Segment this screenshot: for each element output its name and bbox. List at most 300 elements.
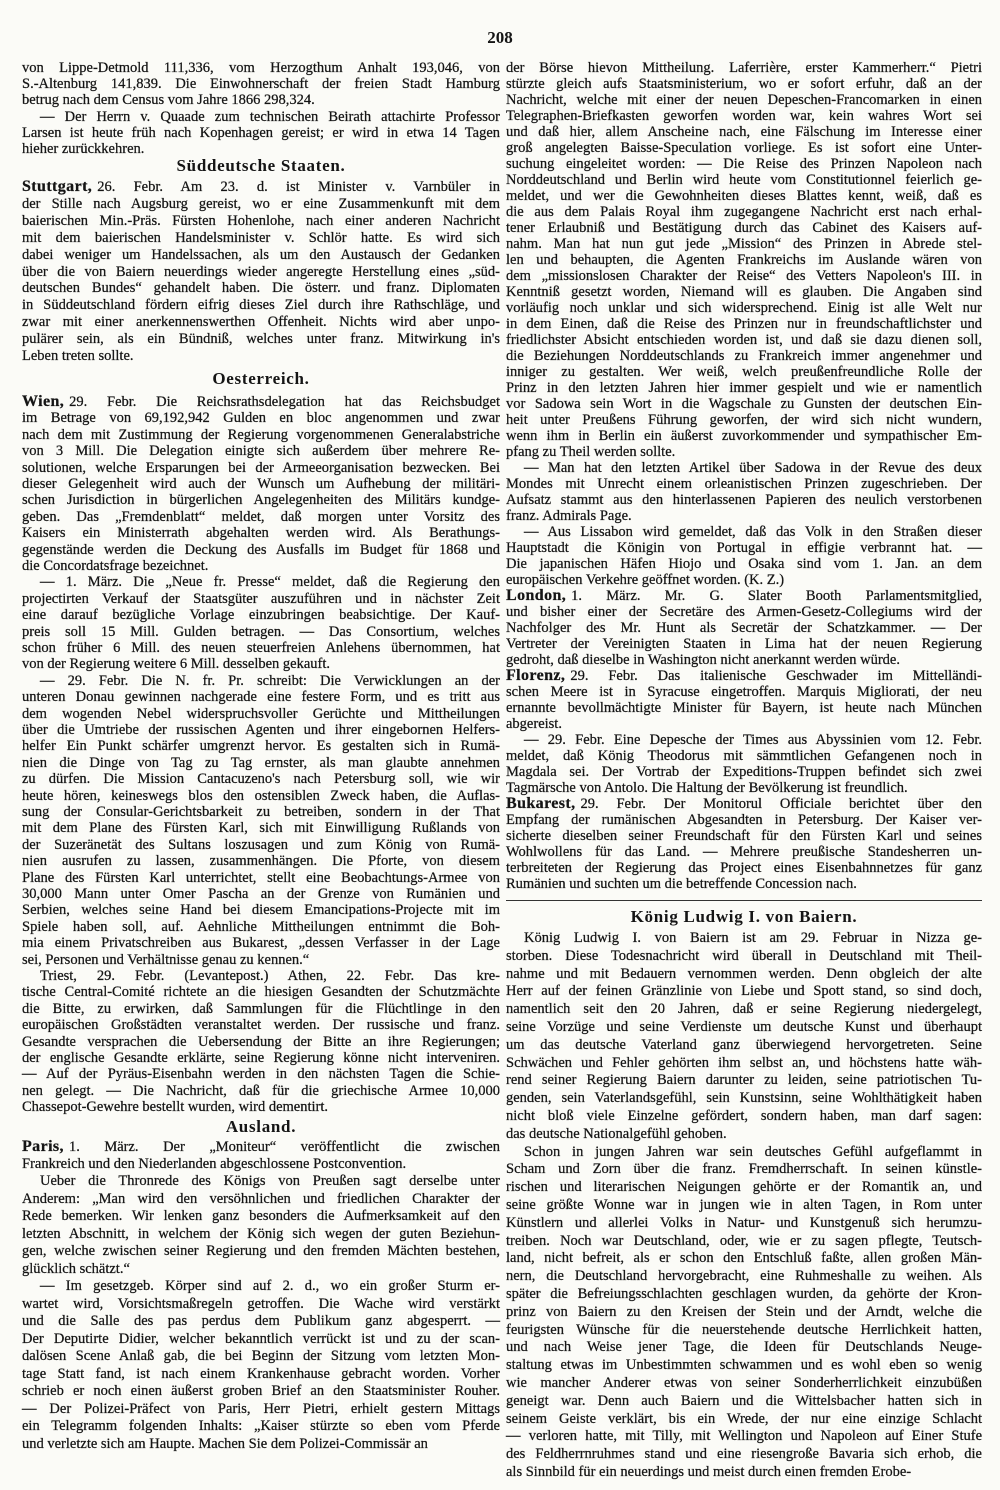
- text-line: [506, 876, 982, 892]
- line-text: sicherte dieselben seiner Freundschaft für den Fürsten Karl und seines: [506, 828, 982, 844]
- text-line: [506, 983, 982, 1001]
- line-text: wartet wird, Vorsichtsmaßregeln getroffen. Die Wache wird verstärkt: [22, 1295, 500, 1312]
- text-line: [506, 966, 982, 984]
- line-text: nien ausrufen zu lassen, zusammenhängen. Die Pforte, von diesem: [22, 853, 500, 870]
- line-text: Prinz in den letzten Jahren hier immer gespielt und wie er namentlich: [506, 380, 982, 396]
- text-line: [506, 524, 982, 540]
- text-line: [506, 1161, 982, 1179]
- line-text: Der Deputirte Didier, welcher bekanntlich verrückt ist und zu der scan-: [22, 1330, 500, 1347]
- text-line: [22, 1017, 500, 1033]
- text-line: [506, 492, 982, 508]
- line-text: Nachfolger des Mr. Hunt als Secretär der Schatzkammer. — Der: [506, 620, 982, 636]
- text-line: [22, 656, 500, 672]
- line-text: in dem Einen, daß die Reise des Prinzen nur in freundschaftlichster und: [506, 316, 982, 332]
- line-text: die aus dem Palais Royal ihm zugegangene Nachricht erst nach erhal-: [506, 204, 982, 220]
- text-line: [22, 1278, 500, 1296]
- line-text: und verletzte sich am Haupte. Machen Sie dem Polizei-Commissär an: [22, 1435, 428, 1452]
- page-number: 208: [487, 28, 513, 47]
- text-line: [506, 316, 982, 332]
- line-text: dalösen Scene Anlaß gab, die bei Beginn der Sitzung vom letzten Mon-: [22, 1348, 500, 1364]
- line-text: nern, die Deutschland hervorgebracht, eine Ruhmeshalle zu weihen. Als: [506, 1268, 982, 1285]
- dateline: Bukarest,: [506, 795, 576, 812]
- text-line: [506, 76, 982, 92]
- line-text: nach dem mit Zustimmung der Regierung vorgenommenen Generalabstriche: [22, 426, 500, 443]
- line-text: zwar mit einer anerkennenswerthen Offenheit. Nichts wird aber unpo-: [22, 314, 500, 331]
- dateline: London,: [506, 587, 567, 604]
- line-text: helfer Ein Punkt schärfer umgrenzt hervor. Es gestalten sich in Rumä-: [22, 738, 500, 755]
- text-line: [506, 930, 982, 948]
- text-line: [506, 428, 982, 444]
- text-line: [22, 1138, 500, 1156]
- line-text: tage Statt fand, ist nach einem Krankenhause gebracht worden. Vorher: [22, 1365, 500, 1382]
- line-text: die Concordatsfrage bezeichnet.: [22, 558, 209, 574]
- text-line: [22, 1331, 500, 1349]
- text-line: [506, 1108, 982, 1126]
- text-line: [22, 689, 500, 705]
- text-line: [22, 109, 500, 125]
- line-text: von Lippe-Detmold 111,336, vom Herzogthum Anhalt 193,046, von: [22, 60, 500, 76]
- line-text: als Sinnbild für ein neuerdings und meist durch einen fremden Erobe-: [506, 1464, 912, 1480]
- text-line: [22, 640, 500, 656]
- section-divider: [506, 900, 982, 901]
- text-line: [506, 588, 982, 604]
- line-text: Kenntniß gesetzt worden, Niemand will es glauben. Die Angaben sind: [506, 284, 982, 300]
- text-line: [506, 1126, 982, 1144]
- text-line: [506, 860, 982, 876]
- line-text: gedroht, daß dieselbe in Washington nicht anerkannt werden würde.: [506, 652, 900, 668]
- line-text: nahme und mit Bedauern vernommen werden. Denn obgleich der alte: [506, 965, 982, 982]
- section-heading: Oesterreich.: [212, 369, 310, 388]
- line-text: Frankreich und den Niederlanden abgeschlossene Postconvention.: [22, 1155, 407, 1172]
- text-line: [506, 140, 982, 156]
- text-line: [506, 108, 982, 124]
- text-line: [506, 380, 982, 396]
- line-text: nahm. Man hat nun gut jede „Mission“ des Prinzen in Abrede stel-: [506, 236, 982, 252]
- line-text: Leben treten sollte.: [22, 348, 134, 364]
- line-text: Schwächen und Fehler gehörten ihm selbst an, und höchstens hatte wäh-: [506, 1054, 982, 1071]
- line-text: inniger zu gestalten. Wer weiß, welch preußenfreundliche Rolle der: [506, 364, 982, 380]
- text-line: [506, 1268, 982, 1286]
- text-line: [22, 280, 500, 297]
- line-text: Herr auf der feinen Gränzlinie von Liebe und Spott stand, so sind doch,: [506, 983, 982, 1000]
- line-text: Triest, 29. Febr. (Levantepost.) Athen, 22. Febr. Das kre-: [40, 968, 500, 984]
- text-line: [22, 1261, 500, 1279]
- line-text: meldet, daß König Theodorus mit sämmtlichen Gefangenen noch in: [506, 748, 982, 764]
- line-text: Spiele haben soll, auf. Aehnliche Mittheilungen entnimmt die Boh-: [22, 918, 500, 935]
- dateline: Stuttgart,: [22, 178, 93, 195]
- line-text: pulärer sein, als ein Bündniß, welches unter franz. Mitwirkung in's: [22, 331, 500, 348]
- text-line: [506, 396, 982, 412]
- line-text: solutionen, welche Ersparungen bei der Armeeorganisation bezwecken. Bei: [22, 459, 500, 476]
- line-text: — 29. Febr. Die N. fr. Pr. schreibt: Die Verwicklungen an der: [40, 672, 500, 689]
- text-line: [506, 268, 982, 284]
- line-text: Mondes mit Unrecht einem orleanistischen Prinzen zugeschrieben. Der: [506, 476, 982, 492]
- line-text: 29. Febr. Das italienische Geschwader im Mittelländi-: [570, 668, 982, 684]
- line-text: später die Befreiungsschlachten geschlagen wurden, da gehörte der Kron-: [506, 1286, 982, 1302]
- line-text: 1. März. Mr. G. Slater Booth Parlamentsmitglied,: [571, 588, 982, 604]
- line-text: des Feldherrnruhmes stand und eine riesengroße Bavaria sich erhob, die: [506, 1446, 982, 1463]
- text-line: [506, 1090, 982, 1108]
- text-line: [506, 60, 982, 76]
- text-line: [506, 1304, 982, 1322]
- text-line: [506, 748, 982, 764]
- line-text: nicht bloß viele Einzelne gefördert, sondern haben, man darf sagen:: [506, 1108, 982, 1124]
- text-line: [22, 60, 500, 76]
- line-text: — Der Polizei-Präfect von Paris, Herr Pietri, erhielt gestern Mittags: [22, 1400, 500, 1417]
- text-line: [22, 76, 500, 92]
- text-line: [506, 1375, 982, 1393]
- line-text: — Aus Lissabon wird gemeldet, daß das Volk in den Straßen dieser: [524, 524, 982, 540]
- line-text: glücklich schätzt.“: [22, 1260, 130, 1277]
- line-text: — Auf der Pyräus-Eisenbahn werden in den nächsten Tagen die Schie-: [22, 1066, 500, 1083]
- text-line: [22, 558, 500, 574]
- line-text: stürzte gleich aufs Staatsministerium, wo er sofort erfuhr, daß an der: [506, 76, 982, 92]
- text-line: [22, 92, 500, 108]
- text-line: [506, 1179, 982, 1197]
- line-text: Telegraphen-Briefkasten geworfen worden war, kein wahres Wort sei: [506, 108, 982, 124]
- line-text: im Betrage von 69,192,942 Gulden en bloc angenommen und zwar: [22, 410, 500, 427]
- line-text: groß angelegten Baisse-Speculation vorliege. Es ist sofort eine Unter-: [506, 140, 982, 156]
- line-text: sung der Consular-Gerichtsbarkeit zu betreiben, sondern in der That: [22, 804, 500, 820]
- text-line: [506, 1357, 982, 1375]
- text-line: [506, 124, 982, 140]
- line-text: Wohlwollens für das Land. — Mehrere preußische Standesherren un-: [506, 844, 982, 860]
- line-text: ein Telegramm folgenden Inhalts: „Kaiser stürzte so eben vom Pferde: [22, 1418, 500, 1434]
- text-line: [22, 230, 500, 247]
- line-text: Chassepot-Gewehre bestellt wurden, wird dementirt.: [22, 1099, 329, 1116]
- line-text: mia einem Privatschreiben aus Bukarest, „dessen Verfasser in der Lage: [22, 935, 500, 952]
- text-line: [22, 509, 500, 525]
- text-line: [506, 236, 982, 252]
- line-text: S.-Altenburg 141,839. Die Einwohnerschaft der freien Stadt Hamburg: [22, 76, 500, 93]
- text-line: [506, 540, 982, 556]
- line-text: vorläufig noch unklar und sich widersprechend. Einig ist alle Welt nur: [506, 300, 982, 316]
- text-line: [506, 716, 982, 732]
- text-line: [506, 444, 982, 460]
- text-line: [22, 738, 500, 754]
- line-text: das deutsche Nationalgefühl gehoben.: [506, 1125, 727, 1142]
- line-text: zu dürfen. Die Mission Cantacuzeno's nach Petersburg soll, wie wir: [22, 771, 500, 788]
- text-line: [22, 1066, 500, 1082]
- text-line: [506, 348, 982, 364]
- line-text: seine größte Wonne war in jungen wie in alten Tagen, in Rom unter: [506, 1197, 982, 1213]
- text-line: [506, 1233, 982, 1251]
- text-line: [22, 476, 500, 492]
- text-line: [22, 1383, 500, 1401]
- text-line: [506, 1446, 982, 1464]
- left-column: [22, 0, 500, 1490]
- text-line: [22, 443, 500, 459]
- text-line: [506, 156, 982, 172]
- text-line: [22, 331, 500, 348]
- line-text: vor Sadowa sein Wort in die Wagschale zu Gunsten der deutschen Ein-: [506, 396, 982, 412]
- text-line: [506, 604, 982, 620]
- line-text: der Börse hievon Mittheilung. Laferrière, erster Kammerherr.“ Pietri: [506, 60, 982, 76]
- line-text: heit unter Preußens Führung geworfen, der wird sich nicht wundern,: [506, 412, 982, 428]
- text-line: [22, 919, 500, 935]
- text-line: [22, 591, 500, 607]
- right-column: [506, 0, 982, 1490]
- text-line: [506, 412, 982, 428]
- line-text: suchung eingeleitet worden: — Die Reise des Prinzen Napoleon nach: [506, 156, 982, 172]
- text-line: [506, 764, 982, 780]
- text-line: [22, 624, 500, 640]
- line-text: Magdala sei. Der Vortrab der Expeditions-Truppen befindet sich zwei: [506, 764, 982, 780]
- text-line: [22, 1191, 500, 1209]
- line-text: pfang zu Theil werden sollte.: [506, 444, 676, 460]
- text-line: [506, 1019, 982, 1037]
- line-text: — Im gesetzgeb. Körper sind auf 2. d., wo ein großer Sturm er-: [40, 1278, 500, 1294]
- line-text: in Süddeutschland fördern eifrig dieses Ziel durch ihre Rathschläge, und: [22, 297, 500, 314]
- text-line: [506, 332, 982, 348]
- text-line: [506, 1411, 982, 1429]
- section-heading: Ausland.: [225, 1117, 297, 1136]
- text-line: [22, 968, 500, 984]
- text-line: [506, 844, 982, 860]
- line-text: Tagmärsche von Antolo. Die Haltung der Bevölkerung ist freundlich.: [506, 780, 908, 796]
- text-line: [506, 1072, 982, 1090]
- line-text: tische Central-Comité richtete an die hiesigen Gesandten der Schutzmächte: [22, 984, 500, 1001]
- line-text: gen, welche zwischen seiner Regierung und den fremden Mächten bestehen,: [22, 1243, 500, 1259]
- line-text: nen gelegt. — Die Nachricht, daß für die griechische Armee 10,000: [22, 1082, 500, 1099]
- line-text: prinz von Baiern zu den Kreisen der Stein und der Arndt, welche die: [506, 1303, 982, 1320]
- line-text: nien die Dinge von Tag zu Tag ernster, als man glaubte annehmen: [22, 754, 500, 771]
- line-text: — verloren hatte, mit Tilly, mit Wellington und Napoleon auf Einer Stufe: [506, 1428, 982, 1445]
- line-text: staltung etwas im Unbestimmten schwammen und es wohl eben so wenig: [506, 1357, 982, 1374]
- line-text: dabei weniger um Handelssachen, als um den Austausch der Gedanken: [22, 246, 500, 263]
- line-text: Anderem: „Man wird den versöhnlichen und friedlichen Charakter der: [22, 1190, 500, 1207]
- text-line: [22, 1099, 500, 1115]
- line-text: gegenstände werden die Deckung des Ausfalls im Budget für 1868 und: [22, 541, 500, 558]
- line-text: Scham und Zorn über die franz. Fremdherrschaft. In seinen künstle-: [506, 1161, 982, 1178]
- text-line: [22, 1401, 500, 1419]
- text-line: [506, 1393, 982, 1411]
- text-line: [22, 1296, 500, 1314]
- line-text: mit dem Plane des Fürsten Karl, sich mit Einwilligung Rußlands von: [22, 820, 500, 837]
- text-line: [22, 125, 500, 141]
- text-line: [22, 179, 500, 196]
- text-line: [506, 684, 982, 700]
- line-text: schen Meere ist in Syracuse eingetroffen. Marquis Migliorati, der neu: [506, 684, 982, 700]
- text-line: [506, 172, 982, 188]
- text-line: [506, 652, 982, 668]
- text-line: [22, 755, 500, 771]
- line-text: Rede bemerken. Wir lenken ganz besonders die Aufmerksamkeit auf den: [22, 1208, 500, 1224]
- line-text: len und behaupten, die Agenten Frankreichs im Auslande wären von: [506, 252, 982, 268]
- line-text: seinem Geiste verklärt, bis ein Wrede, der nur eine einzige Schlacht: [506, 1410, 982, 1427]
- text-line: [506, 508, 982, 524]
- line-text: mit dem baierischen Handelsminister v. Schlör hatte. Es wird sich: [22, 229, 500, 246]
- text-line: [22, 902, 500, 918]
- line-text: wenn ihm in Berlin ein äußerst zuvorkommender und sympathischer Em-: [506, 428, 982, 444]
- text-line: [506, 1322, 982, 1340]
- line-text: schrieb er noch einen äußerst groben Brief an den Staatsminister Rouher.: [22, 1383, 500, 1399]
- line-text: rischen und literarischen Neigungen gehörte er der Romantik an, und: [506, 1179, 982, 1196]
- text-line: [22, 196, 500, 213]
- line-text: über die von Baiern neuerdings wieder angeregte Herstellung eines „süd-: [22, 263, 500, 280]
- section-heading: König Ludwig I. von Baiern.: [630, 907, 858, 926]
- text-line: [506, 1464, 982, 1482]
- text-line: [22, 1226, 500, 1244]
- line-text: deutschen Bundes“ gehandelt haben. Die österr. und franz. Diplomaten: [22, 280, 500, 297]
- text-line: [22, 492, 500, 508]
- text-line: [22, 1418, 500, 1436]
- text-line: [22, 771, 500, 787]
- text-line: [22, 1156, 500, 1174]
- text-line: [506, 1286, 982, 1304]
- text-line: [22, 574, 500, 590]
- text-line: [22, 542, 500, 558]
- text-line: [22, 1208, 500, 1226]
- line-text: Serbien, welches seine Hand bei diesem Emancipations-Projecte mit im: [22, 902, 500, 919]
- line-text: baierischen Min.-Präs. Fürsten Hohenlohe, nach einer anderen Nachricht: [22, 212, 500, 229]
- line-text: abgereist.: [506, 716, 562, 732]
- text-line: [22, 297, 500, 314]
- line-text: rend seiner Regierung Baiern darunter zu leiden, seine patriotischen Tu-: [506, 1072, 982, 1089]
- text-line: [22, 1173, 500, 1191]
- text-line: [506, 828, 982, 844]
- dateline: Florenz,: [506, 667, 566, 684]
- line-text: letzten Abschnitt, in welchem der König sich wegen der guten Beziehun-: [22, 1225, 500, 1242]
- dateline: Wien,: [22, 393, 65, 410]
- line-text: unteren Donau gewinnen nachgerade eine festere Form, und es tritt aus: [22, 689, 500, 706]
- line-text: geneigt war. Denn auch Baiern und die Wittelsbacher hatten sich in: [506, 1392, 982, 1409]
- text-line: [22, 213, 500, 230]
- line-text: König Ludwig I. von Baiern ist am 29. Februar in Nizza ge-: [524, 930, 982, 946]
- line-text: franz. Admirals Page.: [506, 508, 632, 524]
- line-text: und daß hier, allem Anscheine nach, eine Fälschung im Interesse einer: [506, 124, 982, 140]
- line-text: europäischen Verkehre geöffnet worden. (K. Z.): [506, 572, 785, 588]
- line-text: 30,000 Mann unter Omer Pascha an der Grenze von Rumänien und: [22, 886, 500, 902]
- line-text: eine darauf bezügliche Vorlage einzubringen beabsichtige. Der Kauf-: [22, 607, 500, 624]
- line-text: terbreiteten der Regierung das Project eines Eisenbahnnetzes für ganz: [506, 860, 982, 876]
- text-line: [506, 220, 982, 236]
- text-line: [22, 706, 500, 722]
- line-text: um das deutsche Vaterland ganz überwiegend hervorgetreten. Seine: [506, 1036, 982, 1053]
- text-line: [506, 204, 982, 220]
- line-text: land, nicht befreit, als er schon den Entschluß faßte, allen großen Män-: [506, 1250, 982, 1267]
- line-text: der Suzeränetät des Sultans loszusagen und zum König von Rumä-: [22, 836, 500, 853]
- line-text: friedlichster Absicht entschieden worden ist, und daß sie dazu dienen soll,: [506, 332, 982, 348]
- text-line: [506, 812, 982, 828]
- line-text: dem wogenden Nebel widerspruchsvoller Gerüchte und Mittheilungen: [22, 705, 500, 722]
- line-text: 26. Febr. Am 23. d. ist Minister v. Varnbüler in: [97, 179, 500, 195]
- text-line: [506, 572, 982, 588]
- line-text: Plane des Fürsten Karl unterrichtet, stellt eine Beobachtungs-Armee von: [22, 869, 500, 886]
- text-line: [506, 1428, 982, 1446]
- text-line: [22, 673, 500, 689]
- text-line: [22, 886, 500, 902]
- line-text: dem „missionslosen Charakter der Reise“ des Vetters Napoleon's III. in: [506, 268, 982, 284]
- text-line: [506, 476, 982, 492]
- line-text: Kaisers ein Ministerrath abgehalten werden wird. Als Berathungs-: [22, 525, 500, 542]
- text-line: [506, 732, 982, 748]
- text-line: [506, 364, 982, 380]
- text-line: [22, 264, 500, 281]
- line-text: treiben. Noch war Deutschland, oder, wie er zu sagen pflegte, Teutsch-: [506, 1232, 982, 1249]
- line-text: der englische Gesandte erklärte, seine Regierung könne nicht interveniren.: [22, 1050, 500, 1066]
- line-text: Larsen ist heute früh nach Kopenhagen gereist; er wird in etwa 14 Tagen: [22, 124, 500, 141]
- text-line: [506, 1339, 982, 1357]
- text-line: [506, 300, 982, 316]
- text-line: [506, 1197, 982, 1215]
- text-line: [22, 820, 500, 836]
- text-line: [22, 837, 500, 853]
- line-text: Künstlern und allerlei Volks in Natur- und Kunstgenuß sich herumzu-: [506, 1214, 982, 1231]
- text-line: [22, 525, 500, 541]
- text-line: [506, 460, 982, 476]
- line-text: Rumänien und suchten um die betreffende Concession nach.: [506, 876, 857, 892]
- text-line: [22, 870, 500, 886]
- line-text: — Der Herrn v. Quaade zum technischen Beirath attachirte Professor: [40, 108, 500, 125]
- text-line: [22, 1050, 500, 1066]
- line-text: ernannte bevollmächtigte Minister für Bayern, ist heute nach München: [506, 700, 982, 716]
- text-line: [506, 700, 982, 716]
- text-line: [22, 348, 500, 365]
- line-text: dieser Gelegenheit wird auch der Wunsch um Aufhebung der militäri-: [22, 476, 500, 492]
- line-text: Hauptstadt die Königin von Portugal in effigie verbrannt hat. —: [506, 540, 982, 556]
- line-text: — 29. Febr. Eine Depesche der Times aus Abyssinien vom 12. Febr.: [524, 732, 982, 748]
- line-text: und die Salle des pas perdus dem Publikum ganz abgesperrt. —: [22, 1313, 500, 1329]
- line-text: tener Erlaubniß und Bestätigung durch das Cabinet des Kaisers auf-: [506, 220, 982, 236]
- text-line: [506, 1215, 982, 1233]
- line-text: europäischen Großstädten veranstaltet werden. Der russische und franz.: [22, 1017, 500, 1034]
- line-text: 1. März. Der „Moniteur“ veröffentlicht die zwischen: [68, 1139, 500, 1155]
- line-text: Norddeutschland und Berlin wird heute vom Constitutionnel feierlich ge-: [506, 172, 982, 188]
- line-text: Aufsatz stammt aus den hinterlassenen Papieren des neulich verstorbenen: [506, 492, 982, 508]
- line-text: Gesandte versprachen die Uebersendung der Bitte an ihre Regierungen;: [22, 1033, 500, 1050]
- line-text: projectirten Verkauf der Staatsgüter auszuführen und in nächster Zeit: [22, 590, 500, 607]
- line-text: und nach Weise jener Tage, die Ideen für Deutschlands Neuge-: [506, 1339, 982, 1356]
- text-line: [506, 948, 982, 966]
- line-text: genden, sein Vaterlandsgefühl, sein Kunstsinn, seine Wohlthätigkeit haben: [506, 1090, 982, 1107]
- text-line: [506, 188, 982, 204]
- text-line: [22, 788, 500, 804]
- text-line: [22, 984, 500, 1000]
- line-text: wie mancher Anderer etwas von seiner Sonderherrlichkeit einzubüßen: [506, 1375, 982, 1391]
- text-line: [22, 1001, 500, 1017]
- line-text: schen Jurisdiction in bürgerlichen Angelegenheiten des Militärs kundge-: [22, 492, 500, 509]
- text-line: [506, 1037, 982, 1055]
- line-text: und bisher einer der Secretäre des Armen-Gesetz-Collegiums wird der: [506, 604, 982, 620]
- text-line: [22, 607, 500, 623]
- text-line: [22, 141, 500, 157]
- text-line: [506, 1250, 982, 1268]
- line-text: Nachricht, welche mit einer der neuen Depeschen-Francomarken in einen: [506, 92, 982, 108]
- text-line: [22, 1436, 500, 1454]
- text-line: [22, 853, 500, 869]
- text-line: [22, 410, 500, 426]
- line-text: der Stille nach Augsburg gereist, wo er eine Zusammenkunft mit dem: [22, 195, 500, 212]
- line-text: geben. Das „Fremdenblatt“ meldet, daß morgen unter Vorsitz des: [22, 508, 500, 525]
- line-text: Ueber die Thronrede des Königs von Preußen sagt derselbe unter: [40, 1173, 500, 1189]
- text-line: [22, 1034, 500, 1050]
- line-text: feurigsten Wünsche für die neuerstehende deutsche Herrlichkeit hatten,: [506, 1321, 982, 1338]
- line-text: Vertreter der Vereinigten Staaten in Lima hat der neuen Regierung: [506, 636, 982, 652]
- line-text: von 3 Mill. Die Delegation einigte sich außerdem über mehrere Re-: [22, 443, 500, 460]
- text-line: [506, 284, 982, 300]
- text-line: [22, 952, 500, 968]
- line-text: über die Umtriebe der russischen Agenten und ihrer eingebornen Helfers-: [22, 722, 500, 738]
- text-line: [506, 780, 982, 796]
- text-line: [22, 247, 500, 264]
- text-line: [22, 1366, 500, 1384]
- text-line: [22, 394, 500, 410]
- text-line: [22, 1243, 500, 1261]
- line-text: namentlich seit den 20 Jahren, daß er seine Regierung niedergelegt,: [506, 1001, 982, 1018]
- text-line: [506, 636, 982, 652]
- text-line: [506, 1001, 982, 1019]
